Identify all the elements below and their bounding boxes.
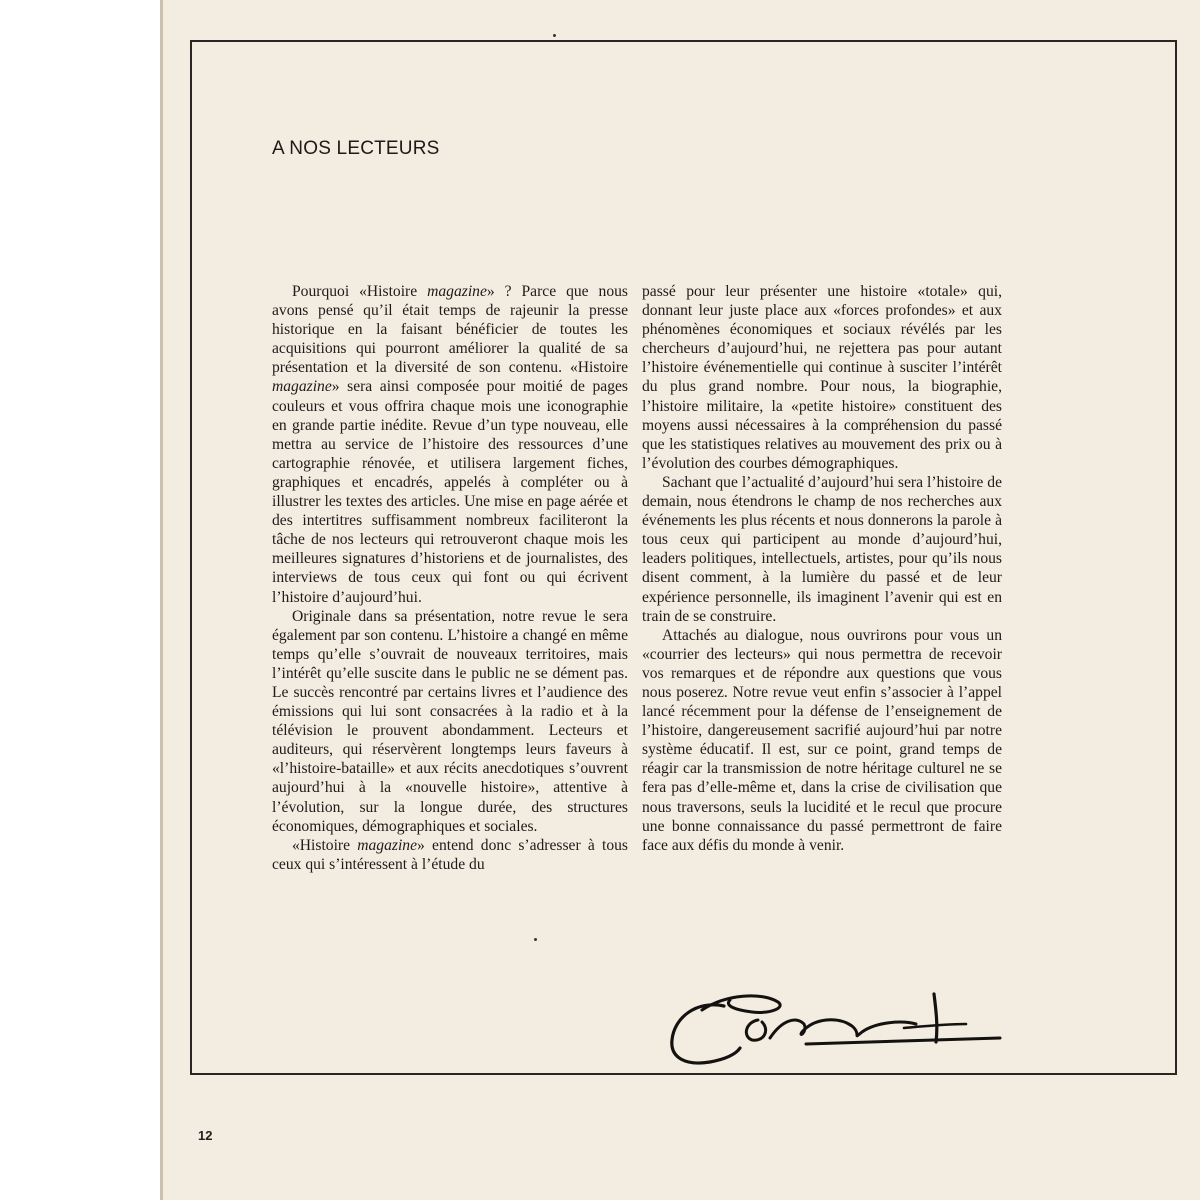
page-edge [160, 0, 163, 1200]
page-title: A NOS LECTEURS [272, 138, 440, 159]
paragraph: «Histoire magazine» entend donc s’adresser à tous ceux qui s’intéressent à l’étude du [272, 836, 628, 873]
ink-speck [534, 938, 537, 941]
paragraph: passé pour leur présenter une histoire «totale» qui, donnant leur juste place aux «forces profondes» et aux phénomènes économiques et sociaux révélés par les chercheurs d’aujourd’hui, ne rejettera pas pour autant l’histoire événementielle qui continue à susciter l’intérêt du plus grand nombre. Pour nous, la biographie, l’histoire militaire, la «petite histoire» constituent des moyens aussi nécessaires à la compréhension du passé que les statistiques relatives au mouvement des prix ou à l’évolution des courbes démographiques. [642, 283, 1002, 472]
magazine-page [160, 0, 1200, 1200]
paragraph: Sachant que l’actualité d’aujourd’hui sera l’histoire de demain, nous étendrons le champ de nos recherches aux événements les plus récents et nous donnerons la parole à tous ceux qui participent au monde d’aujourd’hui, leaders politiques, intellectuels, artistes, pour qu’ils nous disent comment, à la lumière du passé et de leur expérience personnelle, ils imaginent l’avenir qui est en train de se construire. [642, 473, 1002, 625]
paragraph: Attachés au dialogue, nous ouvrirons pour vous un «courrier des lecteurs» qui nous permettra de recevoir vos remarques et de répondre aux questions que vous nous poserez. Notre revue veut enfin s’associer à l’appel lancé récemment pour la défense de l’enseignement de l’histoire, dangereusement sacrifié aujourd’hui par notre système éducatif. Il est, sur ce point, grand temps de réagir car la transmission de notre héritage culturel ne se fera pas d’elle-même et, dans la crise de civilisation que nous traversons, seuls la lucidité et le recul que procure une bonne connaissance du passé permettront de faire face aux défis du monde à venir. [642, 626, 1002, 854]
ink-speck [553, 34, 556, 37]
paragraph: Pourquoi «Histoire magazine» ? Parce que nous avons pensé qu’il était temps de rajeunir la presse historique en la faisant bénéficier de toutes les acquisitions qui pourront améliorer la qualité de sa présentation et la diversité de son contenu. «Histoire magazine» sera ainsi composée pour moitié de pages couleurs et vous offrira chaque mois une iconographie en grande partie inédite. Revue d’un type nouveau, elle mettra au service de l’histoire des ressources d’une cartographie rénovée, et utilisera largement fiches, graphiques et encadrés, appelés à compléter ou à illustrer les textes des articles. Une mise en page aérée et des intertitres suffisamment nombreux faciliteront la tâche de nos lecteurs qui retrouveront chaque mois les meilleures signatures d’historiens et de journalistes, des interviews de tous ceux qui font ou qui écrivent l’histoire d’aujourd’hui. [272, 283, 628, 606]
handwritten-signature [666, 980, 1006, 1080]
editorial-frame [190, 40, 1177, 1075]
paragraph: Originale dans sa présentation, notre revue le sera également par son contenu. L’histoire a changé en même temps qu’elle s’ouvrait de nouveaux territoires, mais l’intérêt qu’elle suscite dans le public ne se dément pas. Le succès rencontré par certains livres et l’audience des émissions qui lui sont consacrées à la radio et à la télévision le prouvent abondamment. Lecteurs et auditeurs, qui réservèrent longtemps leurs faveurs à «l’histoire-bataille» et aux récits anecdotiques s’ouvrent aujourd’hui à la «nouvelle histoire», attentive à l’évolution, sur la longue durée, des structures économiques, démographiques et sociales. [272, 607, 628, 835]
text-column-left [272, 282, 628, 874]
page-number: 12 [198, 1128, 213, 1143]
text-column-right [642, 282, 1002, 855]
